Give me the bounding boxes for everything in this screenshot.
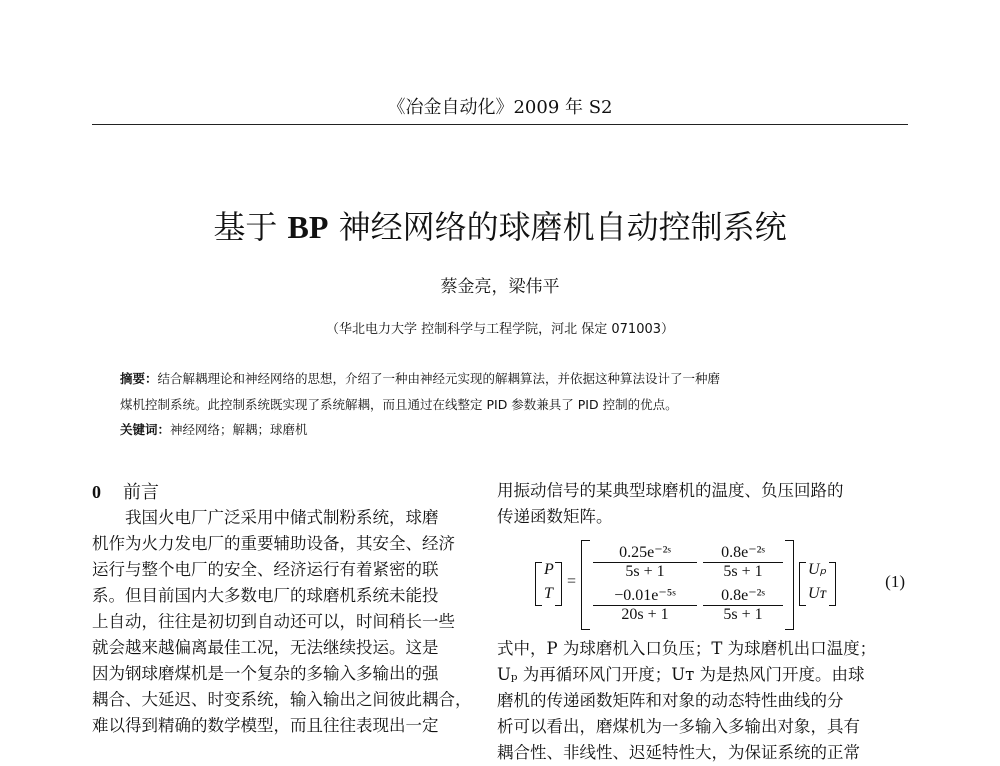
matrix-m22 [703, 585, 783, 624]
paragraph-line: 耦合性、非线性、迟延特性大，为保证系统的正常 [497, 743, 860, 762]
equation-number: (1) [885, 572, 905, 591]
m11-num: 0.25e⁻²ˢ [593, 542, 697, 563]
right-column-top [497, 478, 844, 530]
paragraph-line: 式中，P 为球磨机入口负压；T 为球磨机出口温度； [497, 639, 877, 658]
authors: 蔡金亮，梁伟平 [440, 277, 560, 297]
paragraph-line: 难以得到精确的数学模型，而且往往表现出一定 [92, 716, 439, 735]
matrix-m12 [703, 542, 783, 581]
rhs-bracket-right [829, 562, 836, 606]
paragraph-line: 上自动，往往是初切到自动还可以，时间稍长一些 [92, 612, 455, 631]
lhs-t: T [544, 585, 553, 602]
abstract-line-1 [120, 369, 720, 387]
keywords: 神经网络；解耦；球磨机 [170, 422, 308, 437]
paragraph-line: 运行与整个电厂的安全、经济运行有着紧密的联 [92, 560, 439, 579]
abstract-line-2: 煤机控制系统。此控制系统既实现了系统解耦，而且通过在线整定 PID 参数兼具了 PID 控制的优点。 [120, 397, 678, 412]
m21-den: 20s + 1 [621, 606, 669, 623]
abstract-label: 摘要： [120, 371, 158, 386]
rhs-vector [808, 558, 826, 606]
right-column-bottom [497, 636, 876, 766]
left-column [92, 505, 482, 739]
paragraph-line: 我国火电厂广泛采用中储式制粉系统，球磨 [125, 508, 439, 527]
rhs-bracket-left [799, 562, 806, 606]
section-title: 前言 [123, 482, 159, 503]
journal-header: 《冶金自动化》2009 年 S2 [387, 97, 613, 118]
lhs-p: P [544, 561, 554, 578]
m21-num: −0.01e⁻⁵ˢ [593, 585, 697, 606]
matrix-bracket-left [581, 540, 590, 630]
paragraph-line: 因为钢球磨煤机是一个复杂的多输入多输出的强 [92, 664, 439, 683]
equation-1 [535, 540, 905, 630]
keywords-line [120, 420, 308, 438]
affiliation: （华北电力大学 控制科学与工程学院，河北 保定 071003） [325, 322, 675, 337]
m11-den: 5s + 1 [625, 563, 665, 580]
header-rule [92, 124, 908, 125]
rhs-up: Uₚ [808, 561, 827, 578]
bracket-left [535, 562, 542, 606]
paper-title [0, 202, 1000, 248]
keywords-label: 关键词： [120, 422, 171, 437]
bracket-right [555, 562, 562, 606]
equals-sign: = [567, 573, 577, 590]
m22-num: 0.8e⁻²ˢ [703, 585, 783, 606]
title-post: 神经网络的球磨机自动控制系统 [328, 208, 787, 246]
paragraph-line: 系。但目前国内大多数电厂的球磨机系统未能投 [92, 586, 439, 605]
section-number: 0 [92, 482, 101, 502]
paragraph-line: 用振动信号的某典型球磨机的温度、负压回路的 [497, 481, 844, 500]
rhs-ut: Uᴛ [808, 585, 826, 602]
m22-den: 5s + 1 [723, 606, 763, 623]
abstract-text-1: 结合解耦理论和神经网络的思想，介绍了一种由神经元实现的解耦算法，并依据这种算法设计了一种磨 [157, 371, 721, 386]
paragraph-line: 磨机的传递函数矩阵和对象的动态特性曲线的分 [497, 691, 844, 710]
section-heading [92, 478, 159, 504]
lhs-vector [544, 558, 554, 606]
title-bold: BP [287, 209, 329, 245]
paragraph-line: 就会越来越偏离最佳工况，无法继续投运。这是 [92, 638, 439, 657]
title-pre: 基于 [213, 208, 288, 246]
matrix-bracket-right [785, 540, 794, 630]
m12-num: 0.8e⁻²ˢ [703, 542, 783, 563]
paragraph-line: 析可以看出，磨煤机为一多输入多输出对象，具有 [497, 717, 860, 736]
paragraph-line: Uₚ 为再循环风门开度；Uᴛ 为是热风门开度。由球 [497, 665, 865, 684]
m12-den: 5s + 1 [723, 563, 763, 580]
paragraph-line: 传递函数矩阵。 [497, 507, 613, 526]
paragraph-line: 机作为火力发电厂的重要辅助设备，其安全、经济 [92, 534, 455, 553]
matrix-m11 [593, 542, 697, 581]
matrix-m21 [593, 585, 697, 624]
paragraph-line: 耦合、大延迟、时变系统，输入输出之间彼此耦合， [92, 690, 472, 709]
